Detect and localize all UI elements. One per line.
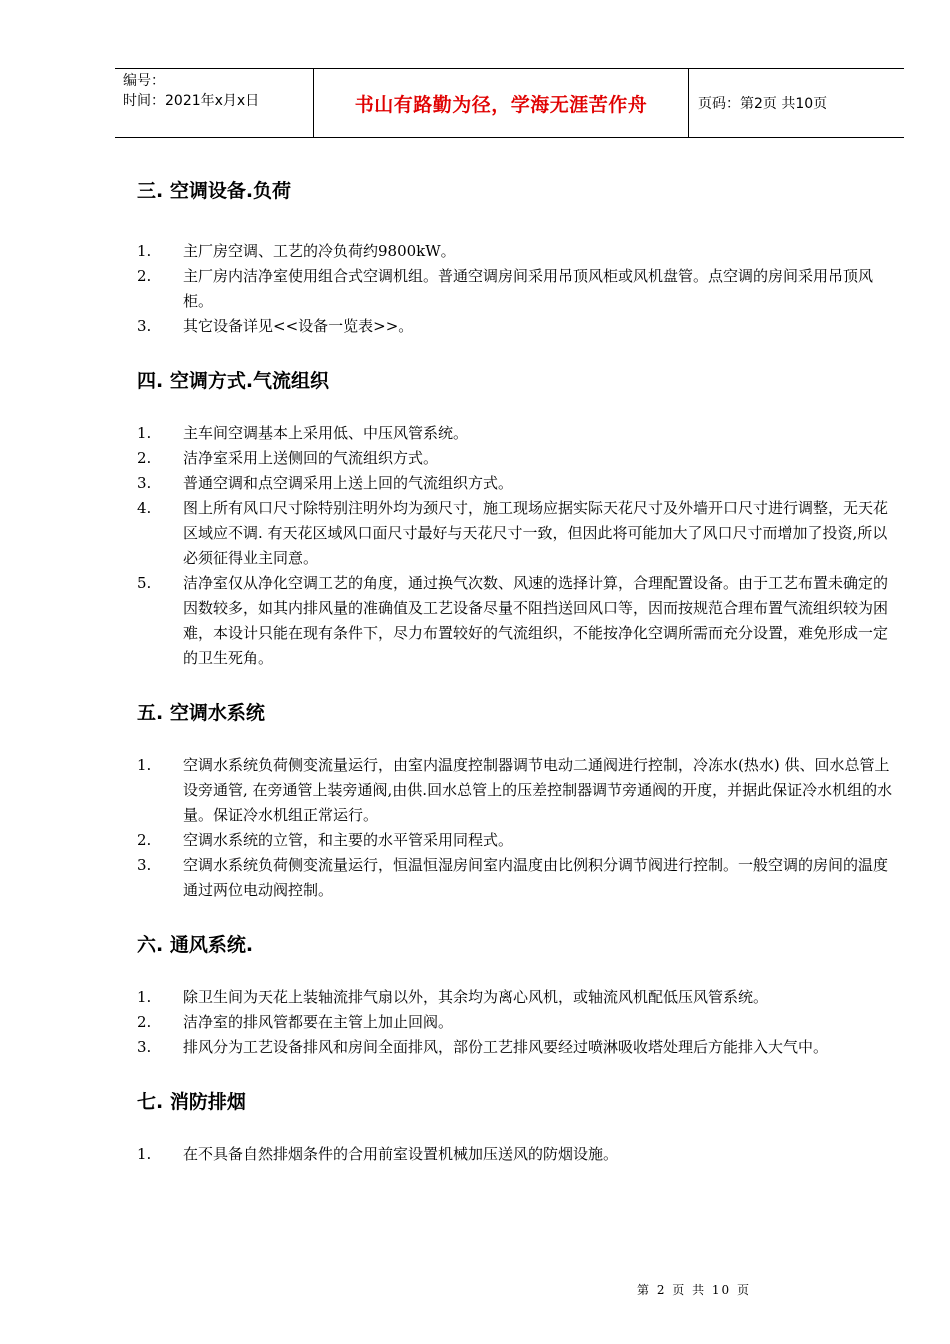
- list-number: 2.: [137, 449, 152, 467]
- list-number: 1.: [137, 424, 152, 442]
- list-text: 洁净室采用上送侧回的气流组织方式。: [183, 449, 439, 467]
- list-item: [137, 753, 897, 828]
- header-table: [115, 68, 904, 138]
- list-number: 1.: [137, 242, 152, 260]
- header-meta: [115, 69, 314, 137]
- section-list: [137, 753, 897, 903]
- section-title: 七. 消防排烟: [137, 1091, 246, 1113]
- list-item: [137, 1035, 897, 1060]
- list-text: 主厂房空调、工艺的冷负荷约9800kW。: [183, 242, 456, 260]
- list-number: 2.: [137, 267, 152, 285]
- list-number: 3.: [137, 474, 152, 492]
- list-text: 空调水系统的立管，和主要的水平管采用同程式。: [183, 831, 514, 849]
- section-list: [137, 239, 897, 339]
- doc-number-label: 编号：: [123, 73, 165, 89]
- list-item: [137, 471, 897, 496]
- list-item: [137, 421, 897, 446]
- list-text: 洁净室仅从净化空调工艺的角度，通过换气次数、风速的选择计算，合理配置设备。由于工艺布置未确定的因数较多，如其内排风量的准确值及工艺设备尽量不阻挡送回风口等，因而按规范合理布置气流组织较为困难，本设计只能在现有条件下，尽力布置较好的气流组织，不能按净化空调所需而充分设置，难免形成一定的卫生死角。: [183, 574, 889, 667]
- list-text: 主车间空调基本上采用低、中压风管系统。: [183, 424, 469, 442]
- list-text: 普通空调和点空调采用上送上回的气流组织方式。: [183, 474, 514, 492]
- list-text: 空调水系统负荷侧变流量运行，恒温恒湿房间室内温度由比例积分调节阀进行控制。一般空调的房间的温度通过两位电动阀控制。: [183, 856, 889, 899]
- section-title: 五. 空调水系统: [137, 702, 265, 724]
- list-text: 除卫生间为天花上装轴流排气扇以外，其余均为离心风机，或轴流风机配低压风管系统。: [183, 988, 769, 1006]
- list-number: 4.: [137, 499, 152, 517]
- section-list: [137, 985, 897, 1060]
- list-number: 2.: [137, 1013, 152, 1031]
- section-title: 四. 空调方式.气流组织: [137, 370, 330, 392]
- doc-time-label: 时间：2021年x月x日: [123, 93, 260, 109]
- section-title: 六. 通风系统.: [137, 934, 254, 956]
- list-number: 1.: [137, 988, 152, 1006]
- list-text: 在不具备自然排烟条件的合用前室设置机械加压送风的防烟设施。: [183, 1145, 619, 1163]
- section-list: [137, 421, 897, 671]
- list-number: 3.: [137, 317, 152, 335]
- list-item: [137, 828, 897, 853]
- list-text: 图上所有风口尺寸除特别注明外均为颈尺寸，施工现场应据实际天花尺寸及外墙开口尺寸进行调整，无天花区域应不调. 有天花区域风口面尺寸最好与天花尺寸一致，但因此将可能加大了风口尺寸而增加了投资,所以必须征得业主同意。: [183, 499, 889, 567]
- header-motto: 书山有路勤为径，学海无涯苦作舟: [314, 69, 689, 137]
- list-number: 2.: [137, 831, 152, 849]
- list-item: [137, 1142, 897, 1167]
- list-number: 5.: [137, 574, 152, 592]
- list-text: 排风分为工艺设备排风和房间全面排风，部份工艺排风要经过喷淋吸收塔处理后方能排入大气中。: [183, 1038, 829, 1056]
- list-item: [137, 314, 897, 339]
- list-item: [137, 264, 897, 314]
- list-item: [137, 853, 897, 903]
- section-list: [137, 1142, 897, 1167]
- list-item: [137, 571, 897, 671]
- list-number: 3.: [137, 856, 152, 874]
- list-item: [137, 239, 897, 264]
- list-text: 洁净室的排风管都要在主管上加止回阀。: [183, 1013, 454, 1031]
- list-number: 1.: [137, 756, 152, 774]
- list-item: [137, 496, 897, 571]
- list-item: [137, 1010, 897, 1035]
- list-item: [137, 985, 897, 1010]
- list-number: 3.: [137, 1038, 152, 1056]
- section-title: 三. 空调设备.负荷: [137, 180, 292, 202]
- list-number: 1.: [137, 1145, 152, 1163]
- list-item: [137, 446, 897, 471]
- header-page-info: 页码：第2页 共10页: [698, 96, 828, 112]
- list-text: 主厂房内洁净室使用组合式空调机组。普通空调房间采用吊顶风柜或风机盘管。点空调的房间采用吊顶风柜。: [183, 267, 874, 310]
- document-body: [137, 176, 897, 1167]
- list-text: 其它设备详见<<设备一览表>>。: [183, 317, 414, 335]
- list-text: 空调水系统负荷侧变流量运行，由室内温度控制器调节电动二通阀进行控制，冷冻水(热水) 供、回水总管上设旁通管, 在旁通管上装旁通阀,由供.回水总管上的压差控制器调节旁通阀的开度，并据此保证冷水机组的水量。保证冷水机组正常运行。: [183, 756, 893, 824]
- page-footer: 第 2 页 共 10 页: [637, 1283, 751, 1297]
